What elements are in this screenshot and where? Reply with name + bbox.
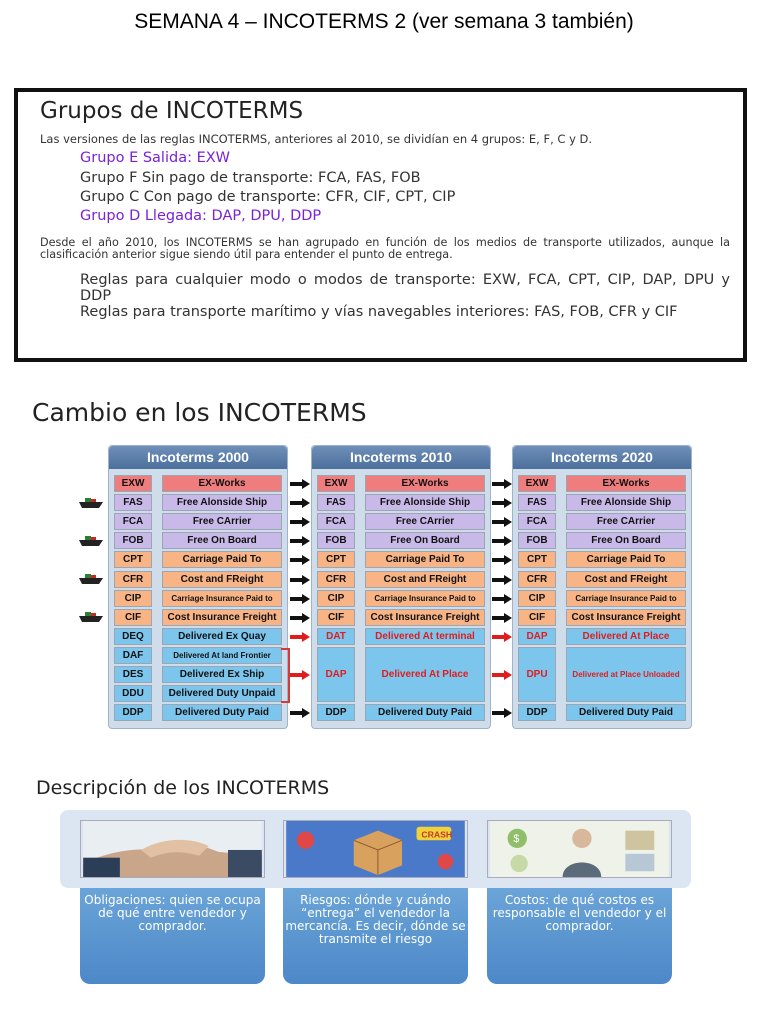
incoterm-name: Free Alonside Ship — [365, 494, 485, 511]
handshake-image — [80, 820, 265, 878]
incoterm-name: Delivered Duty Unpaid — [162, 685, 282, 702]
incoterm-name: Carriage Paid To — [162, 551, 282, 568]
incoterm-name: Delivered Ex Quay — [162, 628, 282, 645]
incoterm-code: FAS — [518, 494, 556, 511]
red-arrow-icon — [290, 670, 310, 680]
grupo-d-line: Grupo D Llegada: DAP, DPU, DDP — [80, 208, 322, 224]
svg-text:$: $ — [513, 833, 520, 846]
incoterm-code: FCA — [518, 513, 556, 530]
incoterm-code: DAP — [317, 647, 355, 702]
grupo-e-line: Grupo E Salida: EXW — [80, 150, 231, 166]
incoterm-name: Free Alonside Ship — [162, 494, 282, 511]
incoterm-name: Carriage Insurance Paid to — [162, 590, 282, 607]
incoterm-name: Free On Board — [365, 532, 485, 549]
incoterm-name: Free Alonside Ship — [566, 494, 686, 511]
incoterm-code: DES — [114, 666, 152, 683]
incoterm-name: Carriage Paid To — [566, 551, 686, 568]
arrow-right-icon — [492, 498, 512, 508]
risk-image — [283, 820, 468, 878]
grupos-title: Grupos de INCOTERMS — [40, 98, 304, 124]
arrow-right-icon — [492, 708, 512, 718]
incoterm-code: DEQ — [114, 628, 152, 645]
arrow-right-icon — [492, 613, 512, 623]
incoterm-code: CIP — [518, 590, 556, 607]
grupos-intro: Las versiones de las reglas INCOTERMS, anteriores al 2010, se dividían en 4 grupos: E, F, C y D. — [40, 132, 593, 146]
incoterm-code: DPU — [518, 647, 556, 702]
incoterm-name: Free On Board — [162, 532, 282, 549]
incoterm-code: DAF — [114, 647, 152, 664]
incoterm-code: DAT — [317, 628, 355, 645]
arrow-right-icon — [290, 708, 310, 718]
incoterm-name: EX-Works — [162, 475, 282, 492]
arrow-right-icon — [290, 498, 310, 508]
incoterm-code: CIP — [114, 590, 152, 607]
incoterm-code: EXW — [518, 475, 556, 492]
red-arrow-icon — [290, 632, 310, 642]
incoterm-code: CIP — [317, 590, 355, 607]
red-arrow-icon — [492, 670, 512, 680]
red-arrow-icon — [492, 632, 512, 642]
regla-maritimo: Reglas para transporte marítimo y vías navegables interiores: FAS, FOB, CFR y CIF — [80, 304, 678, 320]
arrow-right-icon — [290, 575, 310, 585]
ship-icon — [77, 573, 105, 585]
grupos-desde-text: Desde el año 2010, los INCOTERMS se han agrupado en función de los medios de transporte utilizados, aunque la clasificación anterior sigue siendo útil para entender el punto de entrega. — [40, 236, 730, 261]
incoterm-name: Cost and FReight — [365, 571, 485, 588]
panel-2010-header: Incoterms 2010 — [312, 446, 490, 469]
grupo-c-line: Grupo C Con pago de transporte: CFR, CIF, CPT, CIP — [80, 189, 456, 205]
incoterm-code: CPT — [114, 551, 152, 568]
red-bracket — [281, 648, 290, 703]
incoterm-name: EX-Works — [566, 475, 686, 492]
incoterm-code: FOB — [518, 532, 556, 549]
incoterm-name: Cost Insurance Freight — [365, 609, 485, 626]
descripcion-title: Descripción de los INCOTERMS — [36, 777, 330, 799]
incoterm-code: FOB — [317, 532, 355, 549]
arrow-right-icon — [290, 594, 310, 604]
incoterm-name: Free On Board — [566, 532, 686, 549]
cambio-title: Cambio en los INCOTERMS — [32, 398, 367, 427]
incoterm-name: Free CArrier — [566, 513, 686, 530]
incoterm-name: Carriage Insurance Paid to — [365, 590, 485, 607]
incoterm-code: CFR — [317, 571, 355, 588]
incoterm-code: CIF — [317, 609, 355, 626]
arrow-right-icon — [290, 517, 310, 527]
incoterm-name: Carriage Insurance Paid to — [566, 590, 686, 607]
costs-image — [487, 820, 672, 878]
regla-cualquier-modo: Reglas para cualquier modo o modos de transporte: EXW, FCA, CPT, CIP, DAP, DPU y DDP — [80, 272, 730, 304]
incoterm-name: EX-Works — [365, 475, 485, 492]
incoterm-name: Cost and FReight — [566, 571, 686, 588]
incoterm-name: Free CArrier — [162, 513, 282, 530]
panel-2000-header: Incoterms 2000 — [109, 446, 287, 469]
incoterm-code: FAS — [317, 494, 355, 511]
incoterm-name: Delivered Duty Paid — [162, 704, 282, 721]
incoterm-name: Delivered Duty Paid — [365, 704, 485, 721]
incoterm-name: Delivered Ex Ship — [162, 666, 282, 683]
incoterm-code: EXW — [114, 475, 152, 492]
costos-card: Costos: de qué costos es responsable el vendedor y el comprador. — [487, 888, 672, 984]
incoterm-code: CPT — [518, 551, 556, 568]
incoterm-name: Delivered At Place — [365, 647, 485, 702]
incoterm-code: DDP — [518, 704, 556, 721]
incoterm-name: Cost Insurance Freight — [162, 609, 282, 626]
incoterm-code: CFR — [518, 571, 556, 588]
incoterm-name: Cost and FReight — [162, 571, 282, 588]
arrow-right-icon — [492, 575, 512, 585]
incoterm-code: FCA — [114, 513, 152, 530]
arrow-right-icon — [492, 517, 512, 527]
incoterm-code: DDP — [317, 704, 355, 721]
incoterm-code: CPT — [317, 551, 355, 568]
incoterm-code: FOB — [114, 532, 152, 549]
incoterm-code: DDP — [114, 704, 152, 721]
incoterm-code: FAS — [114, 494, 152, 511]
arrow-right-icon — [492, 555, 512, 565]
grupo-f-line: Grupo F Sin pago de transporte: FCA, FAS, FOB — [80, 170, 421, 186]
grupos-slide — [14, 88, 747, 362]
incoterm-name: Delivered At terminal — [365, 628, 485, 645]
incoterm-name: Cost Insurance Freight — [566, 609, 686, 626]
arrow-right-icon — [492, 536, 512, 546]
incoterm-name: Delivered Duty Paid — [566, 704, 686, 721]
crash-label: CRASH — [421, 829, 453, 840]
incoterm-name: Carriage Paid To — [365, 551, 485, 568]
incoterm-code: EXW — [317, 475, 355, 492]
ship-icon — [77, 611, 105, 623]
arrow-right-icon — [290, 536, 310, 546]
riesgos-card: Riesgos: dónde y cuándo “entrega” el vendedor la mercancía. Es decir, dónde se transmite el riesgo — [283, 888, 468, 984]
ship-icon — [77, 535, 105, 547]
incoterm-code: CIF — [114, 609, 152, 626]
panel-2020-header: Incoterms 2020 — [513, 446, 691, 469]
arrow-right-icon — [492, 479, 512, 489]
incoterm-code: CIF — [518, 609, 556, 626]
incoterm-code: DAP — [518, 628, 556, 645]
incoterm-name: Free CArrier — [365, 513, 485, 530]
obligaciones-card: Obligaciones: quien se ocupa de qué entre vendedor y comprador. — [80, 888, 265, 984]
arrow-right-icon — [290, 479, 310, 489]
incoterm-name: Delivered at Place Unloaded — [566, 647, 686, 702]
incoterm-code: CFR — [114, 571, 152, 588]
incoterm-name: Delivered At land Frontier — [162, 647, 282, 664]
document-title: SEMANA 4 – INCOTERMS 2 (ver semana 3 también) — [134, 10, 634, 33]
incoterm-name: Delivered At Place — [566, 628, 686, 645]
incoterm-code: FCA — [317, 513, 355, 530]
arrow-right-icon — [290, 555, 310, 565]
incoterm-code: DDU — [114, 685, 152, 702]
ship-icon — [77, 497, 105, 509]
arrow-right-icon — [290, 613, 310, 623]
arrow-right-icon — [492, 594, 512, 604]
